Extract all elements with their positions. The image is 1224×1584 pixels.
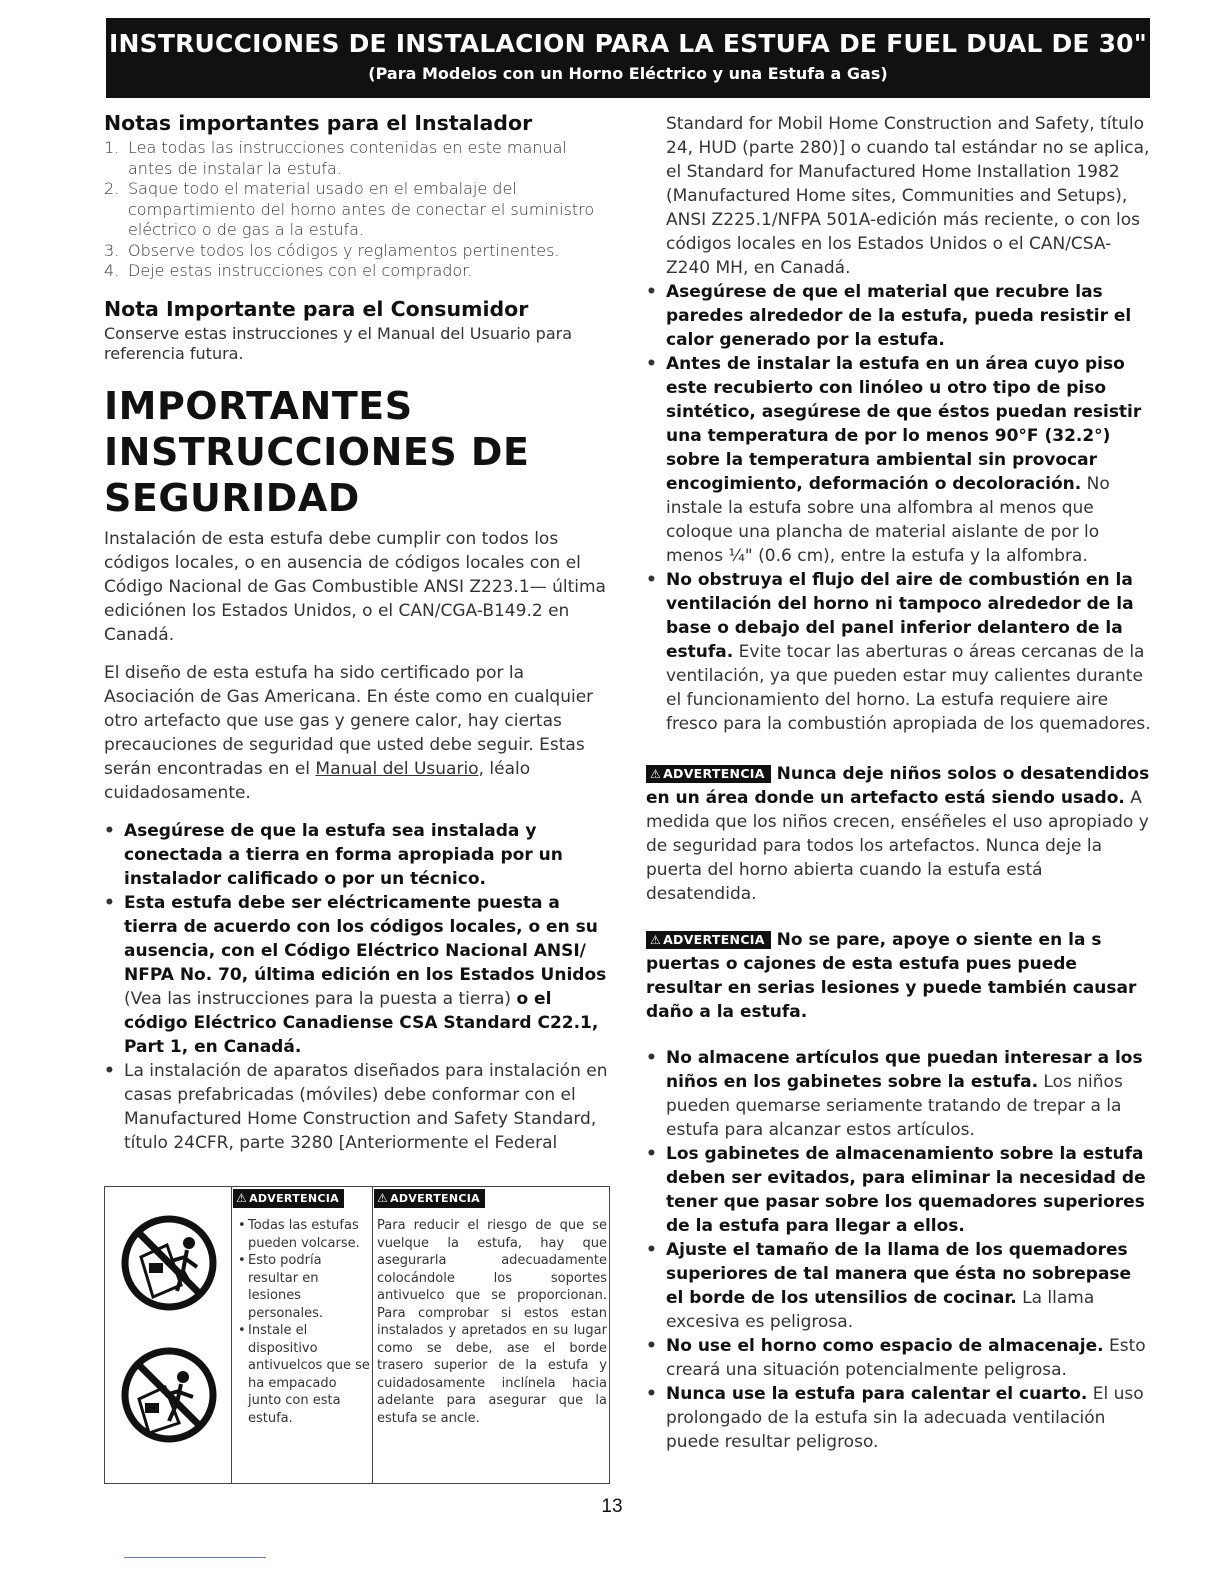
warning-badge: ⚠ ADVERTENCIA [646, 765, 771, 783]
warning-triangle-icon: ⚠ [650, 933, 662, 947]
left-column [104, 110, 614, 1155]
list-item: • Esto podría resultar en lesiones personales. [238, 1253, 324, 1321]
list-item: 3. Observe todos los códigos y reglamentos pertinentes. [104, 240, 560, 260]
list-item: 2. Saque todo el material usado en el embalaje del compartimiento del horno antes de conectar el suministro eléctrico o de gas a la estufa. [104, 179, 595, 239]
consumer-note-text: Conserve estas instrucciones y el Manual del Usuario para referencia futura. [104, 323, 573, 363]
warning-badge: ⚠ ADVERTENCIA [374, 1189, 485, 1208]
safety-paragraph-2: El diseño de esta estufa ha sido certificado por la Asociación de Gas Americana. En éste como en cualquier otro artefacto que use gas y genere calor, hay ciertas precauciones de seguridad que usted debe seguir. Estas serán encontradas en el Manual del Usuario, léalo cuidadosamente. [104, 662, 594, 803]
list-item: • Los gabinetes de almacenamiento sobre la estufa deben ser evitados, para eliminar la necesidad de tener que pasar sobre los quemadores superiores de la estufa para llegar a ellos. [646, 1144, 1146, 1236]
header-banner [106, 18, 1150, 98]
document-subtitle: (Para Modelos con un Horno Eléctrico y una Estufa a Gas) [368, 64, 888, 83]
divider [231, 1187, 232, 1483]
list-item: 4. Deje estas instrucciones con el comprador. [104, 261, 473, 280]
anti-tip-warning-box [104, 1186, 610, 1484]
warning-triangle-icon: ⚠ [236, 1191, 248, 1205]
list-item: • La instalación de aparatos diseñados para instalación en casas prefabricadas (móviles) debe conformar con el Manufactured Home Construction and Safety Standard, título 24CFR, parte 3280 [Anteriormente el Federal [104, 1060, 608, 1153]
list-item: • Asegúrese de que la estufa sea instalada y conectada a tierra en forma apropiada por un instalador calificado o por un técnico. [104, 820, 563, 889]
list-item: • No use el horno como espacio de almacenaje. Esto creará una situación potencialmente peligrosa. [646, 1336, 1146, 1380]
page-number: 13 [601, 1496, 623, 1517]
divider [372, 1187, 373, 1483]
installation-bullets [104, 819, 614, 1155]
list-item: • Instale el dispositivo antivuelcos que se ha empacado junto con esta estufa. [238, 1323, 370, 1426]
list-item: • Antes de instalar la estufa en un área cuyo piso este recubierto con linóleo u otro tipo de piso sintético, asegúrese de que éstos puedan resistir una temperatura de por lo menos 90°F (32.2°) sobre la temperatura ambiental sin provocar encogimiento, deformación o decoloración. No instale la estufa sobre una alfombra al menos que coloque una plancha de material aislante de por lo menos ¼" (0.6 cm), entre la estufa y la alfombra. [646, 354, 1142, 566]
warning-badge: ⚠ ADVERTENCIA [233, 1189, 344, 1208]
footer-rule [124, 1557, 266, 1558]
list-item: • Asegúrese de que el material que recubre las paredes alrededor de la estufa, pueda resistir el calor generado por la estufa. [646, 282, 1132, 350]
list-item: 1. Lea todas las instrucciones contenidas en este manual antes de instalar la estufa. [104, 138, 567, 178]
no-standing-on-door-icon [119, 1337, 219, 1449]
warning-badge: ⚠ ADVERTENCIA [646, 931, 771, 949]
warning-triangle-icon: ⚠ [650, 767, 662, 781]
safety-paragraph-1: Instalación de esta estufa debe cumplir con todos los códigos locales, o en ausencia de códigos locales con el Código Nacional de Gas Combustible ANSI Z223.1— última ediciónen los Estados Unidos, o el CAN/CGA-B149.2 en Canadá. [104, 528, 606, 645]
children-warning: ⚠ ADVERTENCIA Nunca deje niños solos o desatendidos en un área donde un artefacto está siendo usado. A medida que los niños crecen, enséñeles el uso apropiado y de seguridad para todos los artefactos. Nunca deje la puerta del horno abierta cuando la estufa está desatendida. [646, 764, 1150, 904]
continued-text: Standard for Mobil Home Construction and Safety, título 24, HUD (parte 280)] o cuando tal estándar no se aplica, el Standard for Manufactured Home Installation 1982 (Manufactured Home sites, Communities and Setups), ANSI Z225.1/NFPA 501A-edición más reciente, o con los códigos locales en los Estados Unidos o el CAN/CSA-Z240 MH, en Canadá. [666, 114, 1150, 278]
door-warning: ⚠ ADVERTENCIA No se pare, apoye o siente en la s puertas o cajones de esta estufa pues puede resultar en serias lesiones y puede también causar daño a la estufa. [646, 930, 1137, 1022]
warning-box-list [238, 1217, 370, 1427]
document-title: INSTRUCCIONES DE INSTALACION PARA LA ESTUFA DE FUEL DUAL DE 30" [108, 29, 1147, 58]
safety-bullets [646, 280, 1152, 736]
list-item: • Todas las estufas pueden volcarse. [238, 1218, 360, 1251]
list-item: • No almacene artículos que puedan interesar a los niños en los gabinetes sobre la estufa. Los niños pueden quemarse seriamente tratando de trepar a la estufa para alcanzar estos artículos. [646, 1048, 1143, 1140]
warning-box-text: Para reducir el riesgo de que se vuelque la estufa, hay que asegurarla adecuadamente colocándole los soportes antivuelco que se proporcionan. Para comprobar si estos estan instalados y apretados en su lugar como se debe, ase el borde trasero superior de la estufa y cuidadosamente inclínela hacia adelante para asegurar que la estufa se ancle. [377, 1218, 607, 1426]
no-tipping-child-icon [119, 1205, 219, 1317]
list-item: • Ajuste el tamaño de la llama de los quemadores superiores de tal manera que ésta no sobrepase el borde de los utensilios de cocinar. La llama excesiva es peligrosa. [646, 1240, 1132, 1332]
warning-triangle-icon: ⚠ [377, 1191, 389, 1205]
list-item: • Esta estufa debe ser eléctricamente puesta a tierra de acuerdo con los códigos locales, o en su ausencia, con el Código Eléctrico Nacional ANSI/ NFPA No. 70, última edición en los Estados Unidos (Vea las instrucciones para la puesta a tierra) o el código Eléctrico Canadiense CSA Standard C22.1, Part 1, en Canadá. [104, 892, 607, 1057]
consumer-note-heading: Nota Importante para el Consumidor [104, 296, 529, 321]
caution-bullets [646, 1046, 1152, 1454]
list-item: • Nunca use la estufa para calentar el cuarto. El uso prolongado de la estufa sin la adecuada ventilación puede resultar peligroso. [646, 1384, 1144, 1452]
manual-reference: Manual del Usuario [315, 758, 479, 779]
installer-notes-heading: Notas importantes para el Instalador [104, 111, 533, 135]
safety-title: IMPORTANTES INSTRUCCIONES DE SEGURIDAD [104, 383, 530, 520]
right-column [646, 112, 1152, 1454]
list-item: • No obstruya el flujo del aire de combustión en la ventilación del horno ni tampoco alrededor de la base o debajo del panel inferior delantero de la estufa. Evite tocar las aberturas o áreas cercanas de la ventilación, ya que pueden estar muy calientes durante el funcionamiento del horno. La estufa requiere aire fresco para la combustión apropiada de los quemadores. [646, 570, 1151, 734]
installer-notes-list [104, 138, 614, 282]
